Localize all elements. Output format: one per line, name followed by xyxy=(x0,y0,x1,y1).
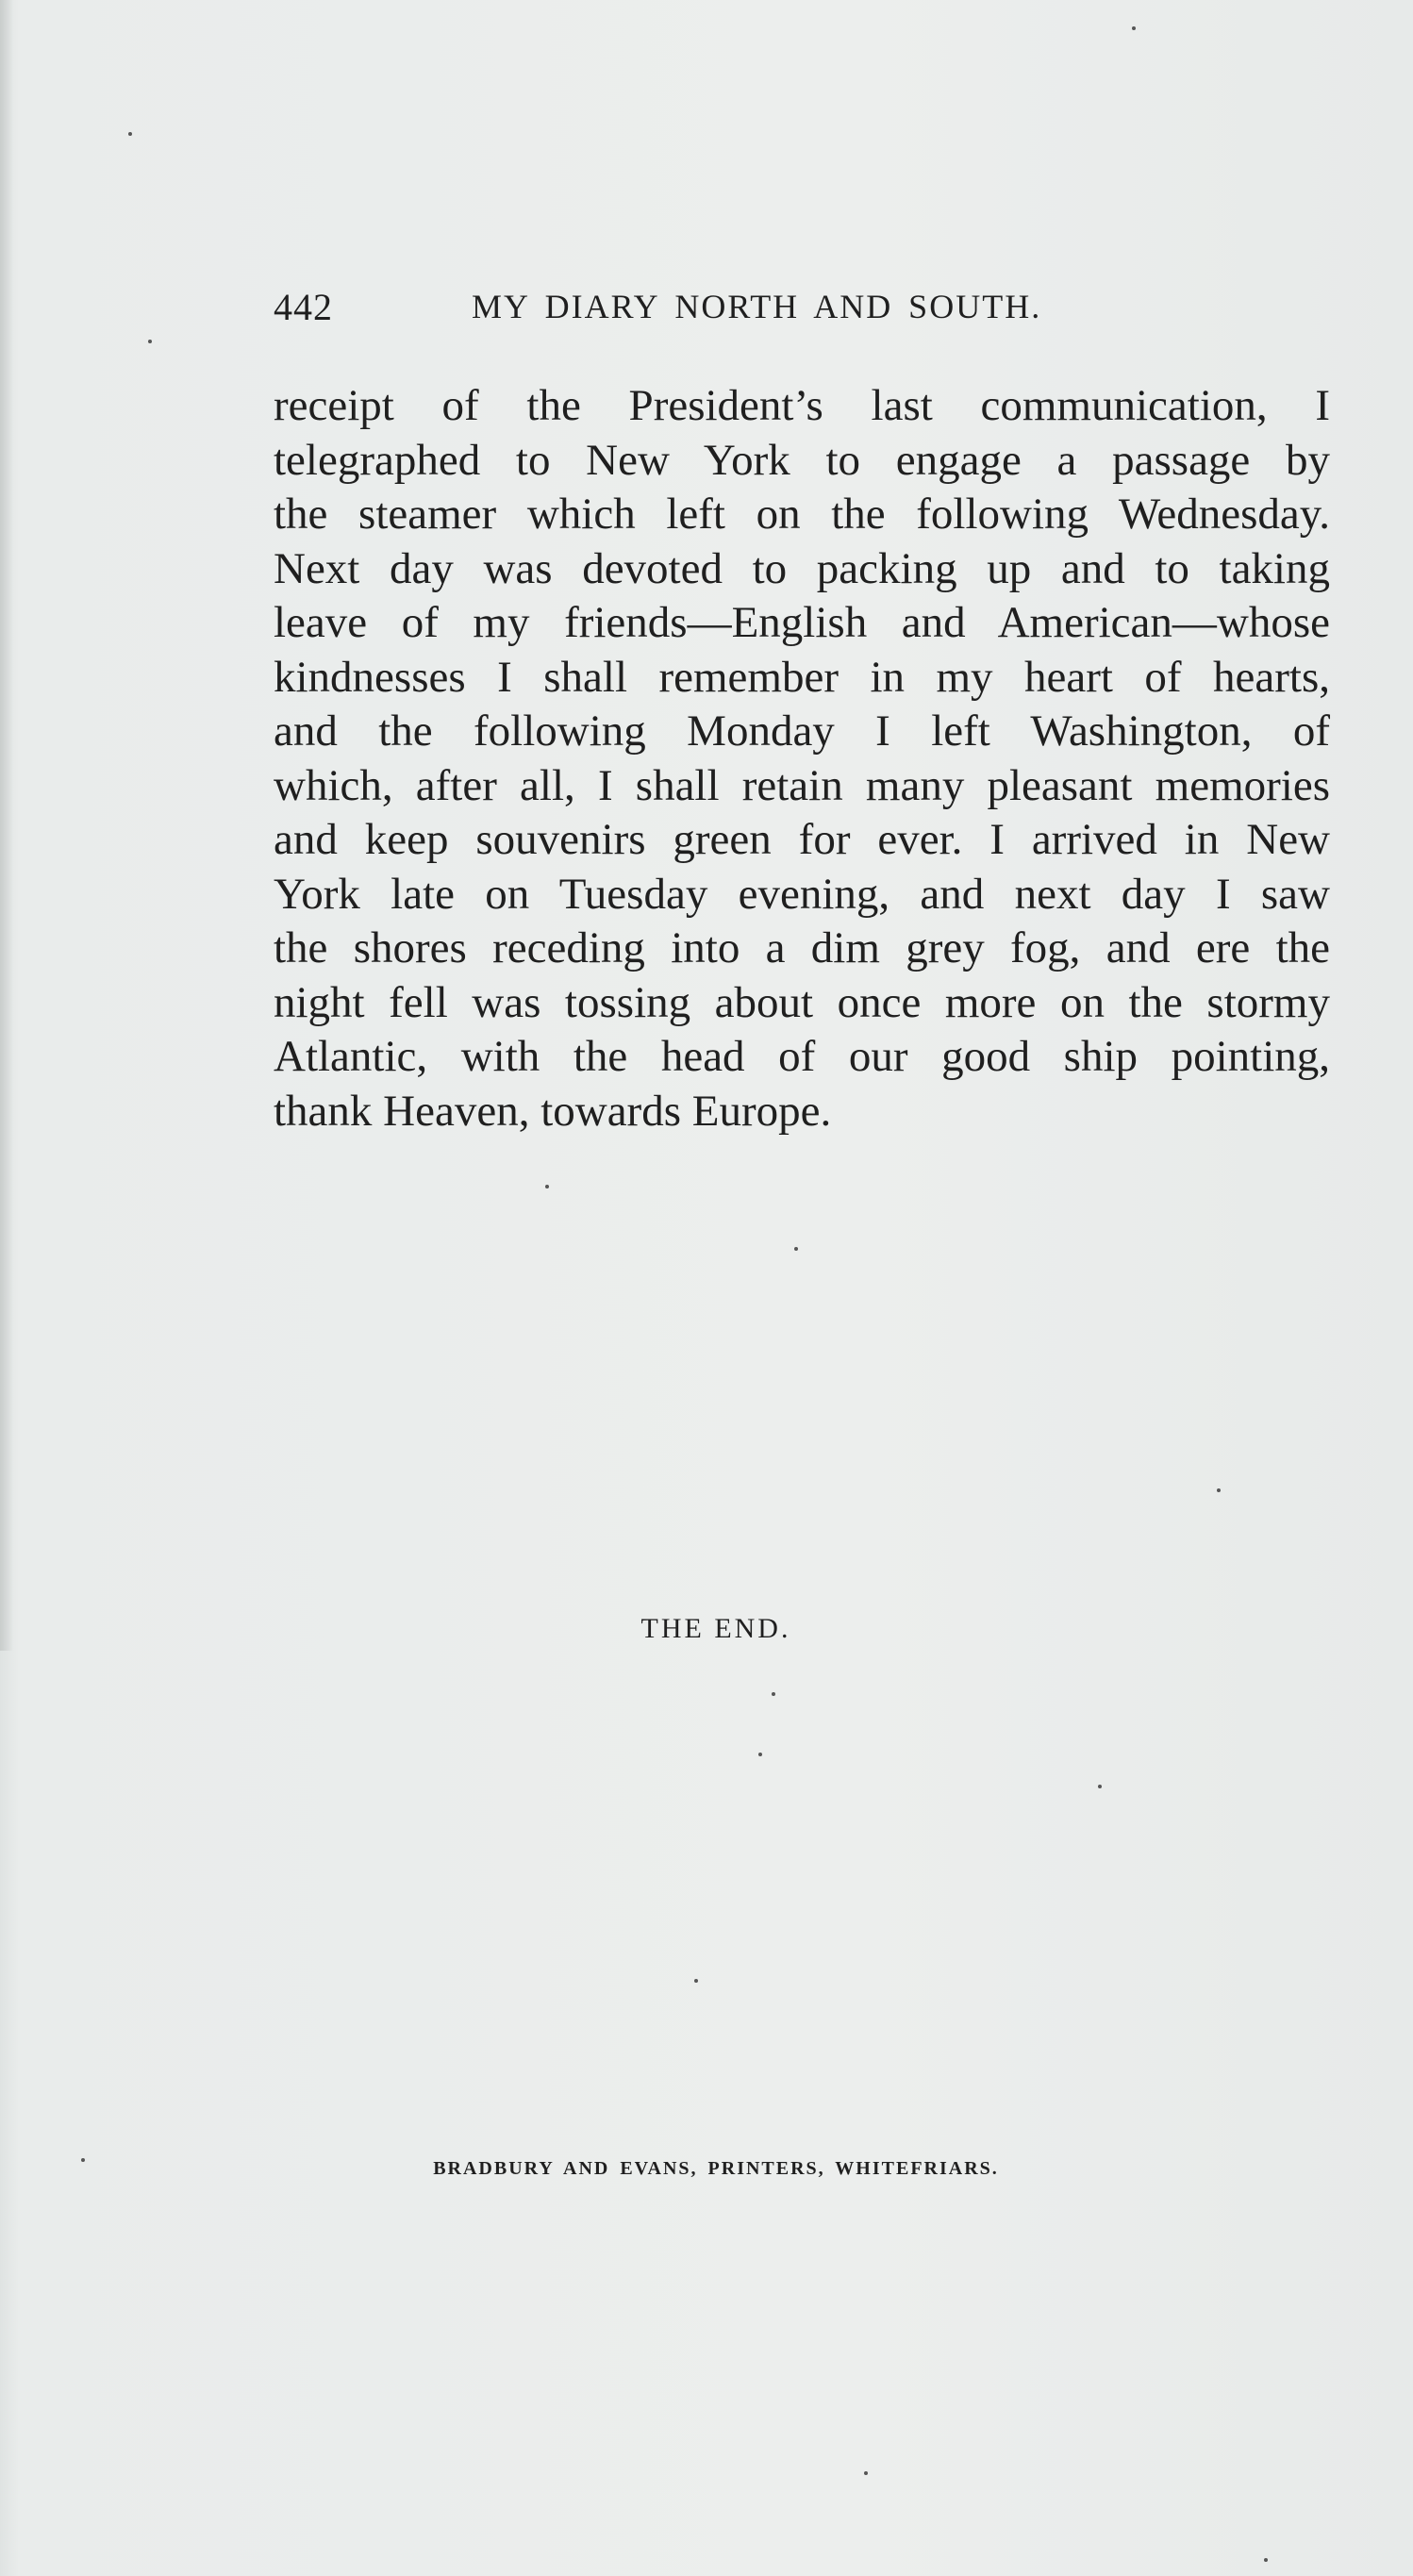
running-head: MY DIARY NORTH AND SOUTH. xyxy=(472,288,1042,325)
page-header xyxy=(274,285,1330,341)
text-line: York late on Tuesday evening, and next day I saw xyxy=(274,869,1330,919)
text-line: the steamer which left on the following Wednesday. xyxy=(274,490,1330,539)
paper-speck xyxy=(1098,1785,1102,1788)
text-line: receipt of the President’s last communication, I xyxy=(274,381,1330,430)
text-line: Next day was devoted to packing up and to taking xyxy=(274,543,1330,593)
text-line: night fell was tossing about once more on the stormy xyxy=(274,977,1330,1027)
paper-speck xyxy=(864,2471,868,2475)
text-line: and the following Monday I left Washington, of xyxy=(274,706,1330,756)
paper-speck xyxy=(81,2158,85,2162)
the-end: THE END. xyxy=(640,1613,791,1644)
body-text xyxy=(274,379,1330,1138)
text-line: which, after all, I shall retain many pleasant memories xyxy=(274,760,1330,810)
text-line: telegraphed to New York to engage a passage by xyxy=(274,435,1330,485)
paper-speck xyxy=(545,1185,549,1188)
text-line-last: thank Heaven, towards Europe. xyxy=(274,1086,832,1136)
paper-speck xyxy=(794,1247,798,1251)
paper-speck xyxy=(772,1692,775,1696)
text-line: Atlantic, with the head of our good ship pointing, xyxy=(274,1032,1330,1081)
printer-imprint: BRADBURY AND EVANS, PRINTERS, WHITEFRIARS. xyxy=(433,2158,999,2179)
page-number: 442 xyxy=(274,286,333,328)
paper-speck xyxy=(1264,2558,1268,2562)
text-line: leave of my friends—English and American—whose xyxy=(274,598,1330,647)
paper-speck xyxy=(1217,1488,1221,1492)
text-line: and keep souvenirs green for ever. I arrived in New xyxy=(274,815,1330,864)
paper-speck xyxy=(1132,26,1136,30)
paper-speck xyxy=(758,1753,762,1756)
paper-speck xyxy=(694,1979,698,1983)
text-line: kindnesses I shall remember in my heart of hearts, xyxy=(274,652,1330,702)
paper-speck xyxy=(148,340,152,343)
text-line: the shores receding into a dim grey fog, and ere the xyxy=(274,923,1330,972)
spine-shadow xyxy=(0,0,13,1651)
paper-speck xyxy=(128,132,132,136)
